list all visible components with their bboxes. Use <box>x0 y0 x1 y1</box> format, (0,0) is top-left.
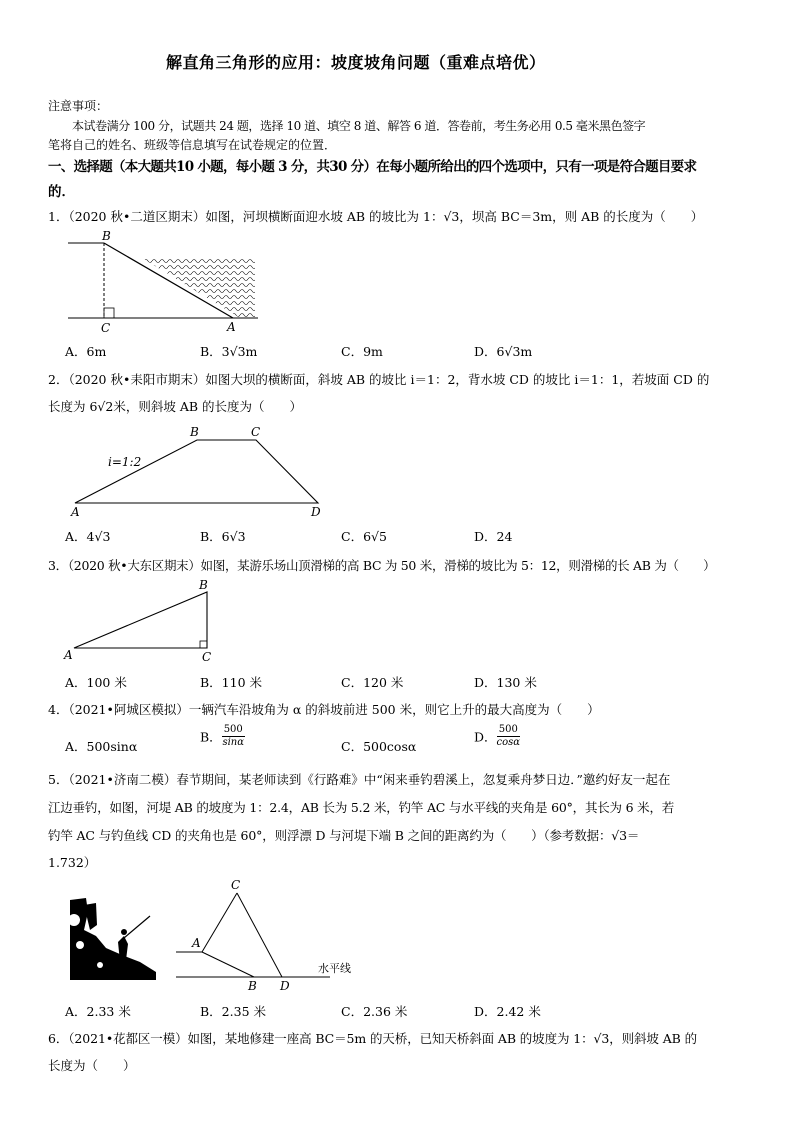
q3-stem: 3．（2020 秋•大东区期末）如图，某游乐场山顶滑梯的高 BC 为 50 米，滑梯的坡比为 5：12，则滑梯的长 AB 为（ ） <box>48 558 716 573</box>
q5-label-d: D <box>280 979 290 993</box>
q5-stem-4: 1.732） <box>48 855 97 870</box>
section-heading-cont: 的． <box>48 184 75 200</box>
q4-option-c[interactable]: C．500cosα <box>341 739 417 754</box>
q1-stem: 1．（2020 秋•二道区期末）如图，河坝横断面迎水坡 AB 的坡比为 1：√3，坝高 BC＝3m，则 AB 的长度为（ ） <box>48 209 704 224</box>
q3-label-c: C <box>202 650 212 664</box>
q5-option-c[interactable]: C．2.36 米 <box>341 1004 408 1019</box>
q3-option-c[interactable]: C．120 米 <box>341 675 404 690</box>
q5-option-d[interactable]: D．2.42 米 <box>474 1004 541 1019</box>
q2-label-a: A <box>71 505 80 519</box>
q4-stem: 4．（2021•阿城区模拟）一辆汽车沿坡角为 α 的斜坡前进 500 米，则它上升的最大高度为（ ） <box>48 702 600 717</box>
q2-option-c[interactable]: C．6√5 <box>341 529 387 544</box>
q5-label-b: B <box>248 979 257 993</box>
q5-option-b[interactable]: B．2.35 米 <box>200 1004 266 1019</box>
q3-label-a: A <box>64 648 73 662</box>
q2-stem-2: 长度为 6√2米，则斜坡 AB 的长度为（ ） <box>48 399 303 414</box>
q2-label-b: B <box>190 425 199 439</box>
q1-label-c: C <box>101 321 111 335</box>
q5-label-c: C <box>231 878 241 892</box>
q4-option-d-letter: D． <box>474 729 497 745</box>
q2-stem-1: 2．（2020 秋•耒阳市期末）如图大坝的横断面，斜坡 AB 的坡比 i＝1：2，背水坡 CD 的坡比 i＝1：1，若坡面 CD 的 <box>48 372 710 387</box>
q2-label-c: C <box>251 425 261 439</box>
section-heading: 一、选择题（本大题共10 小题，每小题 3 分，共30 分）在每小题所给出的四个选项中，只有一项是符合题目要求 <box>48 159 697 175</box>
notice-line-1: 本试卷满分 100 分，试题共 24 题，选择 10 道、填空 8 道、解答 6 道．答卷前，考生务必用 0.5 毫米黑色签字 <box>72 119 646 133</box>
q5-horizontal-label: 水平线 <box>318 962 351 975</box>
q5-fisherman-silhouette <box>68 898 156 980</box>
notice-line-2: 笔将自己的姓名、班级等信息填写在试卷规定的位置． <box>48 138 337 152</box>
q5-stem-2: 江边垂钓，如图，河堤 AB 的坡度为 1：2.4，AB 长为 5.2 米，钓竿 AC 与水平线的夹角是 60°，其长为 6 米，若 <box>48 800 675 815</box>
q6-stem-2: 长度为（ ） <box>48 1058 136 1073</box>
q1-option-a[interactable]: A．6m <box>65 344 107 359</box>
q5-option-a[interactable]: A．2.33 米 <box>65 1004 131 1019</box>
q2-slope-label: i=1:2 <box>108 455 142 469</box>
page-title: 解直角三角形的应用：坡度坡角问题（重难点培优） <box>166 53 546 72</box>
q5-label-a: A <box>192 936 201 950</box>
notice-heading: 注意事项： <box>48 99 109 113</box>
q3-option-a[interactable]: A．100 米 <box>65 675 127 690</box>
q3-option-d[interactable]: D．130 米 <box>474 675 537 690</box>
q1-label-a: A <box>227 320 236 334</box>
q2-option-a[interactable]: A．4√3 <box>65 529 111 544</box>
q4-option-b-letter: B． <box>200 729 222 745</box>
q1-label-b: B <box>102 229 111 243</box>
q4-option-b-fraction: $\frac{500}{\sin\alpha}$ <box>222 724 244 748</box>
q2-option-d[interactable]: D．24 <box>474 529 513 544</box>
q1-option-d[interactable]: D．6√3m <box>474 344 533 359</box>
q2-label-d: D <box>311 505 321 519</box>
q3-label-b: B <box>199 578 208 592</box>
q4-option-d-fraction: $\frac{500}{\cos\alpha}$ <box>496 724 521 748</box>
q5-stem-3: 钓竿 AC 与钓鱼线 CD 的夹角也是 60°，则浮漂 D 与河堤下端 B 之间的距离约为（ ）（参考数据：√3＝ <box>48 828 640 843</box>
q3-option-b[interactable]: B．110 米 <box>200 675 263 690</box>
q2-option-b[interactable]: B．6√3 <box>200 529 246 544</box>
q6-stem-1: 6．（2021•花都区一模）如图，某地修建一座高 BC＝5m 的天桥，已知天桥斜面 AB 的坡度为 1：√3，则斜坡 AB 的 <box>48 1031 697 1046</box>
q1-option-b[interactable]: B．3√3m <box>200 344 258 359</box>
q1-option-c[interactable]: C．9m <box>341 344 383 359</box>
q5-stem-1: 5．（2021•济南二模）春节期间，某老师读到《行路难》中“闲来垂钓碧溪上，忽复乘舟梦日边．”邀约好友一起在 <box>48 772 671 787</box>
q4-option-a[interactable]: A．500sinα <box>65 739 138 754</box>
